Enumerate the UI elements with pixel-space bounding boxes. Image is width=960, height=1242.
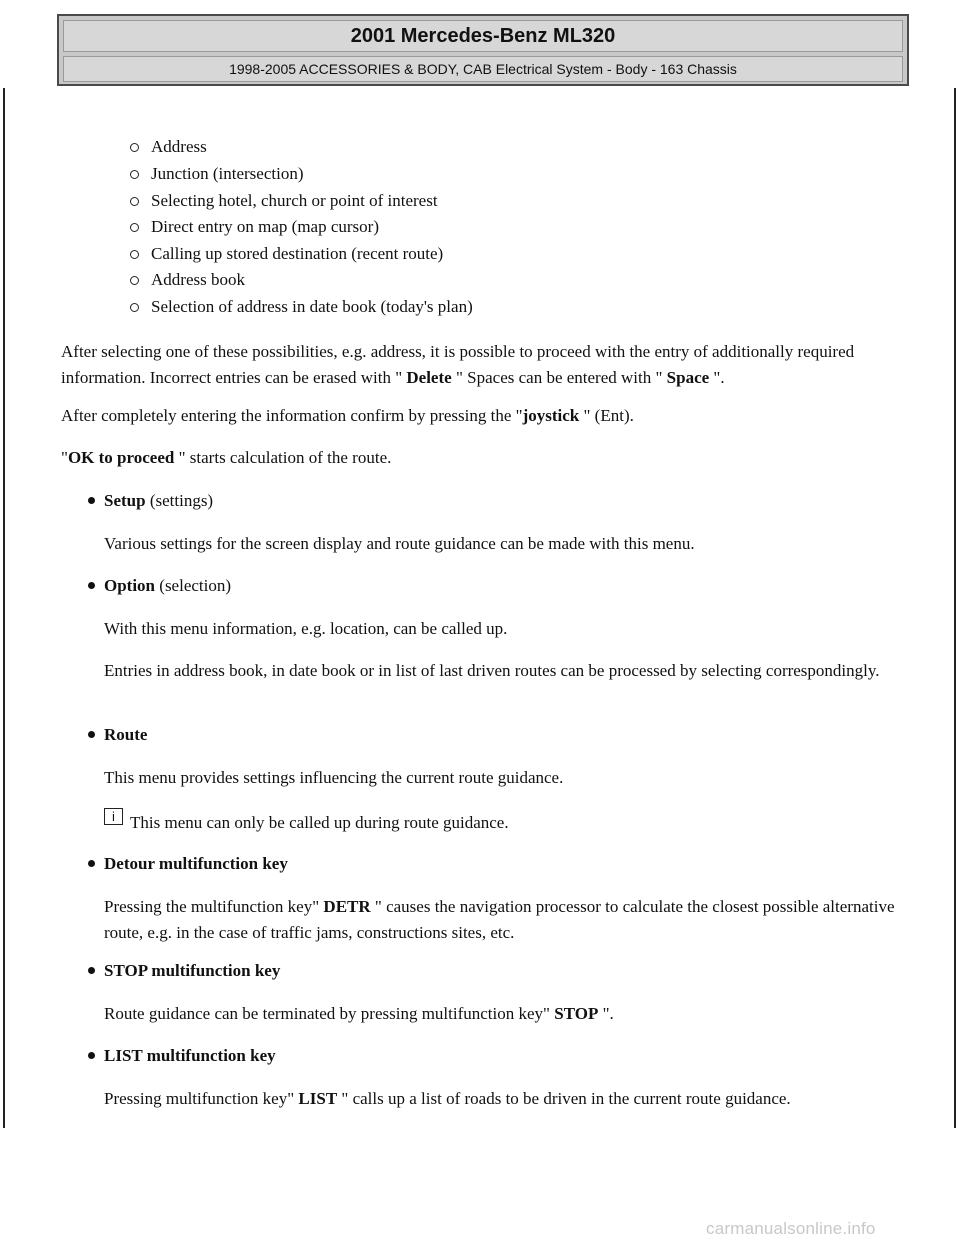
detr-key-label: DETR: [323, 897, 371, 916]
list-item-text: Selecting hotel, church or point of interest: [151, 191, 438, 210]
confirm-paragraph: After completely entering the information confirm by pressing the "joystick " (Ent).: [61, 406, 634, 425]
setup-description: Various settings for the screen display and route guidance can be made with this menu.: [104, 534, 695, 553]
page-border-left: [3, 88, 5, 1128]
detour-description: Pressing the multifunction key" DETR " causes the navigation processor to calculate the closest possible alternative route, e.g. in the case of traffic jams, constructions sites, etc.: [104, 897, 895, 942]
header-subtitle: 1998-2005 ACCESSORIES & BODY, CAB Electrical System - Body - 163 Chassis: [63, 56, 903, 82]
bullet-icon: [88, 582, 95, 589]
joystick-label: joystick: [522, 406, 580, 425]
circle-bullet-icon: [130, 276, 139, 285]
page-header: [57, 14, 909, 86]
entry-paragraph: After selecting one of these possibilities, e.g. address, it is possible to proceed with the entry of additionally required information. Incorrect entries can be erased with " Delete " Spaces can be entered with " Space ".: [61, 342, 855, 387]
bullet-icon: [88, 860, 95, 867]
list-key-label: LIST: [298, 1089, 338, 1108]
proceed-paragraph: "OK to proceed " starts calculation of the route.: [61, 448, 392, 467]
watermark: carmanualsonline.info: [706, 1219, 876, 1238]
bullet-icon: [88, 1052, 95, 1059]
note-icon: i: [104, 808, 123, 825]
circle-bullet-icon: [130, 223, 139, 232]
list-item-text: Address: [151, 137, 207, 156]
ok-to-proceed-label: OK to proceed: [67, 448, 175, 467]
circle-bullet-icon: [130, 250, 139, 259]
option-description: With this menu information, e.g. location, can be called up.: [104, 619, 508, 638]
route-note: This menu can only be called up during route guidance.: [130, 813, 509, 832]
page-border-right: [954, 88, 956, 1128]
option-description-2: Entries in address book, in date book or in list of last driven routes can be processed by selecting correspondingly.: [104, 661, 880, 680]
list-item-text: Junction (intersection): [151, 164, 304, 183]
header-title: 2001 Mercedes-Benz ML320: [63, 20, 903, 52]
circle-bullet-icon: [130, 170, 139, 179]
delete-key-label: Delete: [406, 368, 452, 387]
list-item-text: Calling up stored destination (recent route): [151, 244, 444, 263]
space-key-label: Space: [666, 368, 710, 387]
bullet-icon: [88, 497, 95, 504]
bullet-icon: [88, 967, 95, 974]
circle-bullet-icon: [130, 143, 139, 152]
stop-description: Route guidance can be terminated by pressing multifunction key" STOP ".: [104, 1004, 614, 1023]
list-item-text: Address book: [151, 270, 245, 289]
bullet-icon: [88, 731, 95, 738]
stop-key-label: STOP: [554, 1004, 599, 1023]
list-item-text: Selection of address in date book (today's plan): [151, 297, 473, 316]
circle-bullet-icon: [130, 197, 139, 206]
circle-bullet-icon: [130, 303, 139, 312]
list-item-text: Direct entry on map (map cursor): [151, 217, 379, 236]
list-description: Pressing multifunction key" LIST " calls up a list of roads to be driven in the current route guidance.: [104, 1089, 791, 1108]
route-description: This menu provides settings influencing the current route guidance.: [104, 768, 564, 787]
